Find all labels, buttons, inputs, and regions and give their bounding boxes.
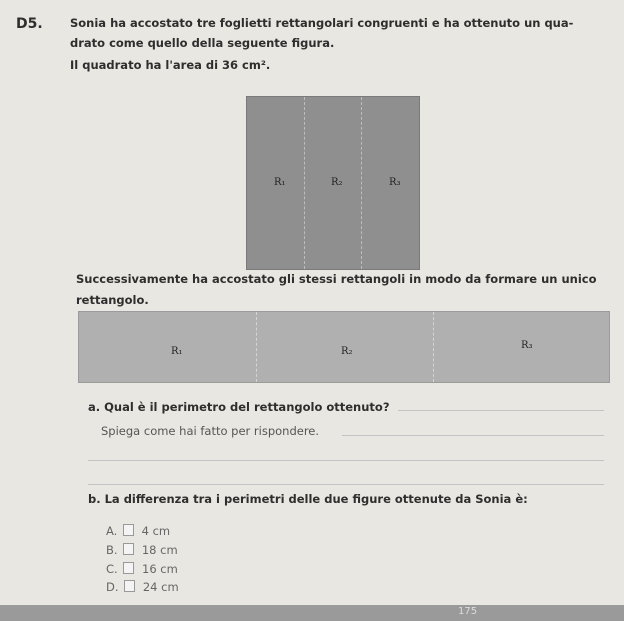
square-figure — [246, 96, 420, 270]
option-a-letter: A. — [106, 524, 118, 538]
answer-line-2[interactable] — [342, 435, 604, 436]
option-c[interactable] — [106, 562, 178, 576]
option-d-text: 24 cm — [142, 580, 179, 594]
square-label-r2: R₂ — [331, 177, 343, 188]
exercise-text-line-1: Sonia ha accostato tre foglietti rettangolari congruenti e ha ottenuto un qua- — [70, 16, 574, 30]
text2-line-2: rettangolo. — [76, 293, 149, 307]
option-d-checkbox[interactable] — [124, 580, 135, 592]
option-a-text: 4 cm — [141, 524, 171, 538]
option-d-letter: D. — [106, 580, 119, 594]
square-label-r1: R₁ — [274, 177, 286, 188]
exercise-number: D5. — [16, 16, 43, 32]
text2-line-1: Successivamente ha accostato gli stessi rettangoli in modo da formare un unico — [76, 272, 597, 286]
page-footer-bar — [0, 605, 624, 621]
option-c-letter: C. — [106, 562, 118, 576]
option-b-letter: B. — [106, 543, 118, 557]
rect-label-r2: R₂ — [341, 346, 353, 357]
option-a[interactable] — [106, 524, 170, 538]
option-c-text: 16 cm — [142, 562, 178, 576]
option-c-checkbox[interactable] — [123, 562, 134, 574]
answer-line-3[interactable] — [88, 460, 604, 461]
exercise-text-line-2: drato come quello della seguente figura. — [70, 36, 335, 50]
option-a-checkbox[interactable] — [123, 524, 134, 536]
option-d[interactable] — [106, 580, 179, 594]
option-b-checkbox[interactable] — [123, 543, 134, 555]
answer-line-1[interactable] — [398, 410, 604, 411]
exercise-text-line-3: Il quadrato ha l'area di 36 cm². — [70, 58, 271, 72]
page-number: 175 — [458, 606, 478, 617]
rect-rectangle-r1 — [79, 312, 257, 382]
rect-label-r3: R₃ — [521, 340, 533, 351]
option-b[interactable] — [106, 543, 178, 557]
answer-line-4[interactable] — [88, 484, 604, 485]
square-label-r3: R₃ — [389, 177, 401, 188]
question-b-title: b. La differenza tra i perimetri delle due figure ottenute da Sonia è: — [88, 492, 528, 506]
question-a-prompt: Spiega come hai fatto per rispondere. — [101, 424, 320, 438]
long-rectangle-figure — [78, 311, 610, 383]
option-b-text: 18 cm — [141, 543, 178, 557]
question-a-title: a. Qual è il perimetro del rettangolo ottenuto? — [88, 400, 390, 414]
rect-label-r1: R₁ — [171, 346, 183, 357]
